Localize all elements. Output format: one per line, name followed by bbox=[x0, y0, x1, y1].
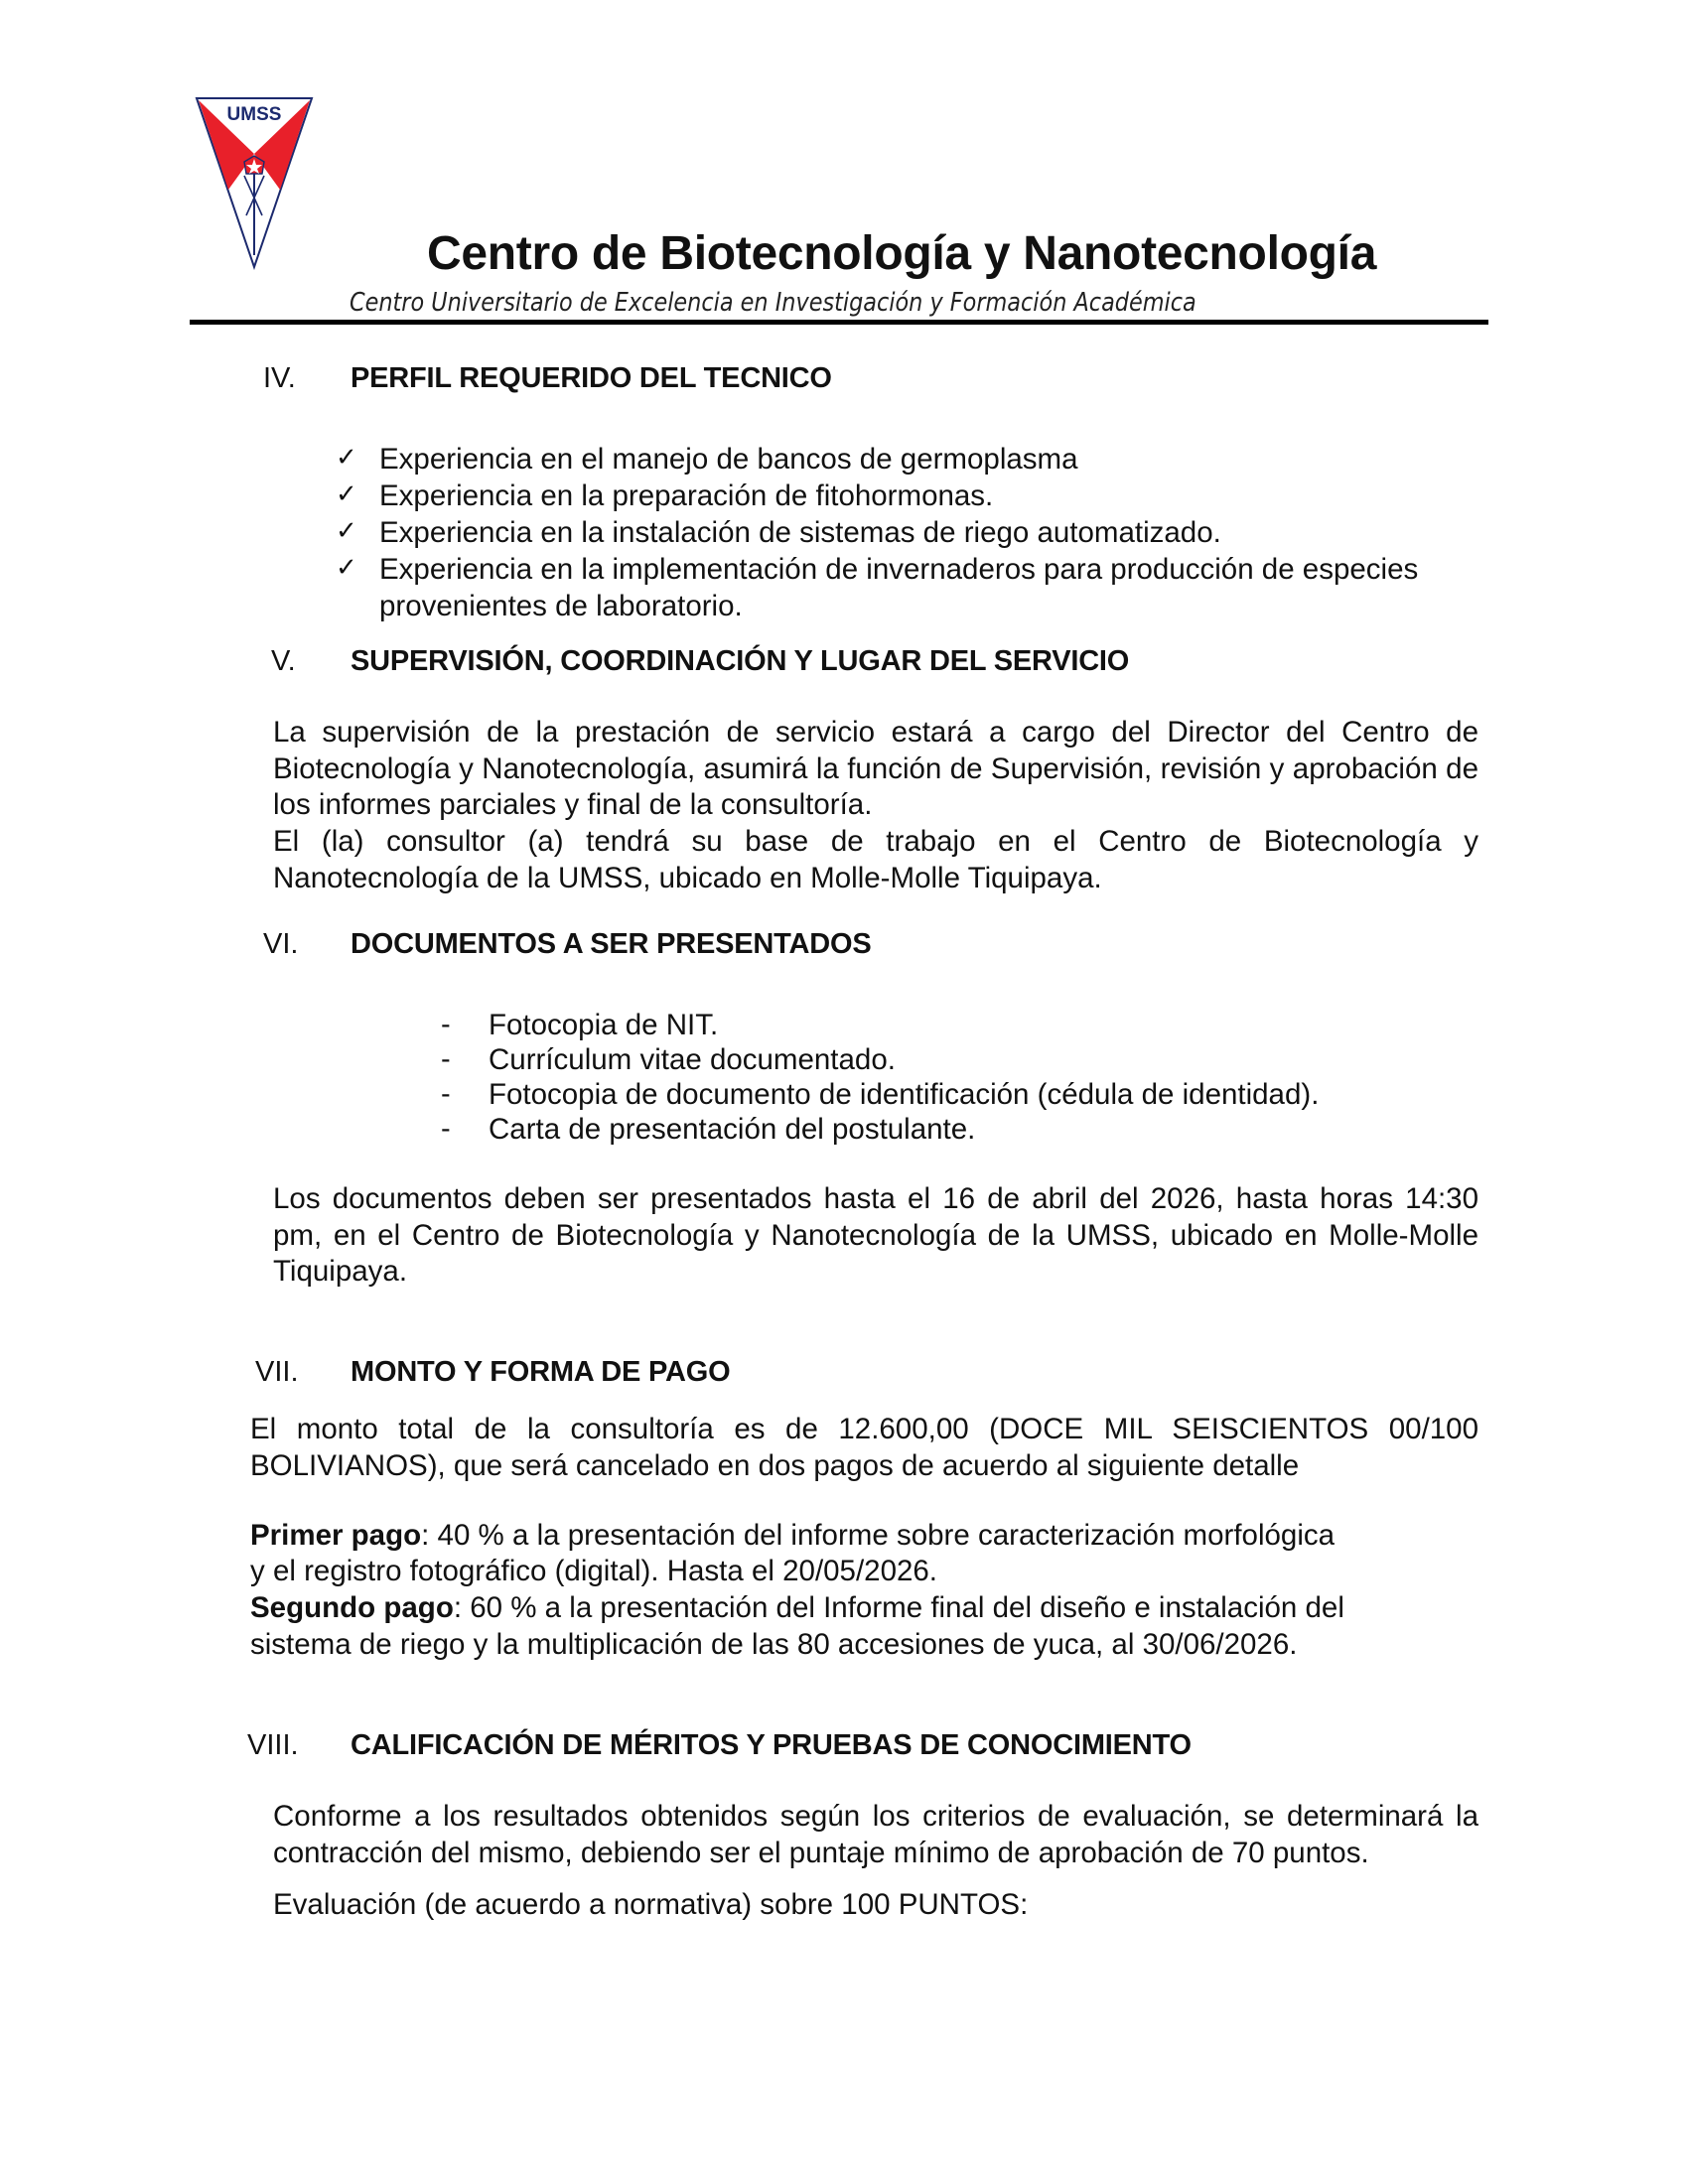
payment-2-line-1 bbox=[250, 1591, 1344, 1625]
payment-1-label: Primer pago bbox=[250, 1519, 422, 1552]
payment-1-line-1 bbox=[250, 1519, 1335, 1553]
section-v-number: V. bbox=[271, 645, 296, 677]
list-item: Carta de presentación del postulante. bbox=[489, 1113, 976, 1146]
umss-shield-icon bbox=[195, 96, 314, 270]
institution-subtitle: Centro Universitario de Excelencia en Investigación y Formación Académica bbox=[350, 288, 1196, 318]
section-vi-deadline-paragraph: Los documentos deben ser presentados hasta el 16 de abril del 2026, hasta horas 14:30 pm, en el Centro de Biotecnología y Nanotecnología de la UMSS, ubicado en Molle-Molle Tiquipaya. bbox=[273, 1182, 1478, 1288]
list-item: Fotocopia de documento de identificación (cédula de identidad). bbox=[489, 1078, 1320, 1111]
section-iv-title: PERFIL REQUERIDO DEL TECNICO bbox=[351, 362, 832, 394]
dash-bullet-icon: - bbox=[441, 1078, 451, 1110]
section-viii-paragraph-2: Evaluación (de acuerdo a normativa) sobre 100 PUNTOS: bbox=[273, 1888, 1029, 1921]
payment-2-label: Segundo pago bbox=[250, 1591, 454, 1624]
section-v-paragraph-1: La supervisión de la prestación de servicio estará a cargo del Director del Centro de Biotecnología y Nanotecnología, asumirá la función de Supervisión, revisión y aprobación de los informes parciales y final de la consultoría. bbox=[273, 716, 1478, 821]
header-divider bbox=[190, 320, 1488, 325]
umss-logo bbox=[195, 96, 314, 270]
payment-2-line-2: sistema de riego y la multiplicación de las 80 accesiones de yuca, al 30/06/2026. bbox=[250, 1628, 1298, 1661]
checkmark-icon: ✓ bbox=[336, 516, 357, 546]
svg-text:UMSS: UMSS bbox=[226, 104, 282, 125]
list-item: Experiencia en la implementación de invernaderos para producción de especies bbox=[379, 553, 1419, 586]
dash-bullet-icon: - bbox=[441, 1009, 451, 1040]
section-viii-paragraph-1: Conforme a los resultados obtenidos según los criterios de evaluación, se determinará la contracción del mismo, debiendo ser el puntaje mínimo de aprobación de 70 puntos. bbox=[273, 1800, 1478, 1869]
section-vi-number: VI. bbox=[263, 928, 299, 960]
institution-title: Centro de Biotecnología y Nanotecnología bbox=[427, 227, 1377, 280]
section-v-title: SUPERVISIÓN, COORDINACIÓN Y LUGAR DEL SERVICIO bbox=[351, 645, 1130, 677]
section-v-paragraph-2: El (la) consultor (a) tendrá su base de trabajo en el Centro de Biotecnología y Nanotecnología de la UMSS, ubicado en Molle-Molle Tiquipaya. bbox=[273, 825, 1478, 894]
payment-2-text: : 60 % a la presentación del Informe final del diseño e instalación del bbox=[453, 1591, 1344, 1624]
list-item: Fotocopia de NIT. bbox=[489, 1009, 719, 1041]
list-item: Experiencia en la preparación de fitohormonas. bbox=[379, 479, 994, 512]
section-viii-number: VIII. bbox=[247, 1729, 299, 1761]
payment-1-line-2: y el registro fotográfico (digital). Hasta el 20/05/2026. bbox=[250, 1555, 937, 1587]
list-item-continuation: provenientes de laboratorio. bbox=[379, 590, 743, 622]
list-item: Experiencia en la instalación de sistemas de riego automatizado. bbox=[379, 516, 1221, 549]
dash-bullet-icon: - bbox=[441, 1043, 451, 1075]
dash-bullet-icon: - bbox=[441, 1113, 451, 1145]
list-item: Experiencia en el manejo de bancos de germoplasma bbox=[379, 443, 1078, 476]
payment-1-text: : 40 % a la presentación del informe sobre caracterización morfológica bbox=[421, 1519, 1336, 1552]
section-vi-title: DOCUMENTOS A SER PRESENTADOS bbox=[351, 928, 872, 960]
section-vii-amount-paragraph: El monto total de la consultoría es de 12.600,00 (DOCE MIL SEISCIENTOS 00/100 BOLIVIANOS), que será cancelado en dos pagos de acuerdo al siguiente detalle bbox=[250, 1413, 1478, 1482]
section-vii-title: MONTO Y FORMA DE PAGO bbox=[351, 1356, 731, 1388]
checkmark-icon: ✓ bbox=[336, 479, 357, 509]
list-item: Currículum vitae documentado. bbox=[489, 1043, 896, 1076]
section-vii-number: VII. bbox=[255, 1356, 299, 1388]
section-viii-title: CALIFICACIÓN DE MÉRITOS Y PRUEBAS DE CONOCIMIENTO bbox=[351, 1729, 1192, 1761]
checkmark-icon: ✓ bbox=[336, 553, 357, 583]
checkmark-icon: ✓ bbox=[336, 443, 357, 473]
section-iv-number: IV. bbox=[263, 362, 296, 394]
